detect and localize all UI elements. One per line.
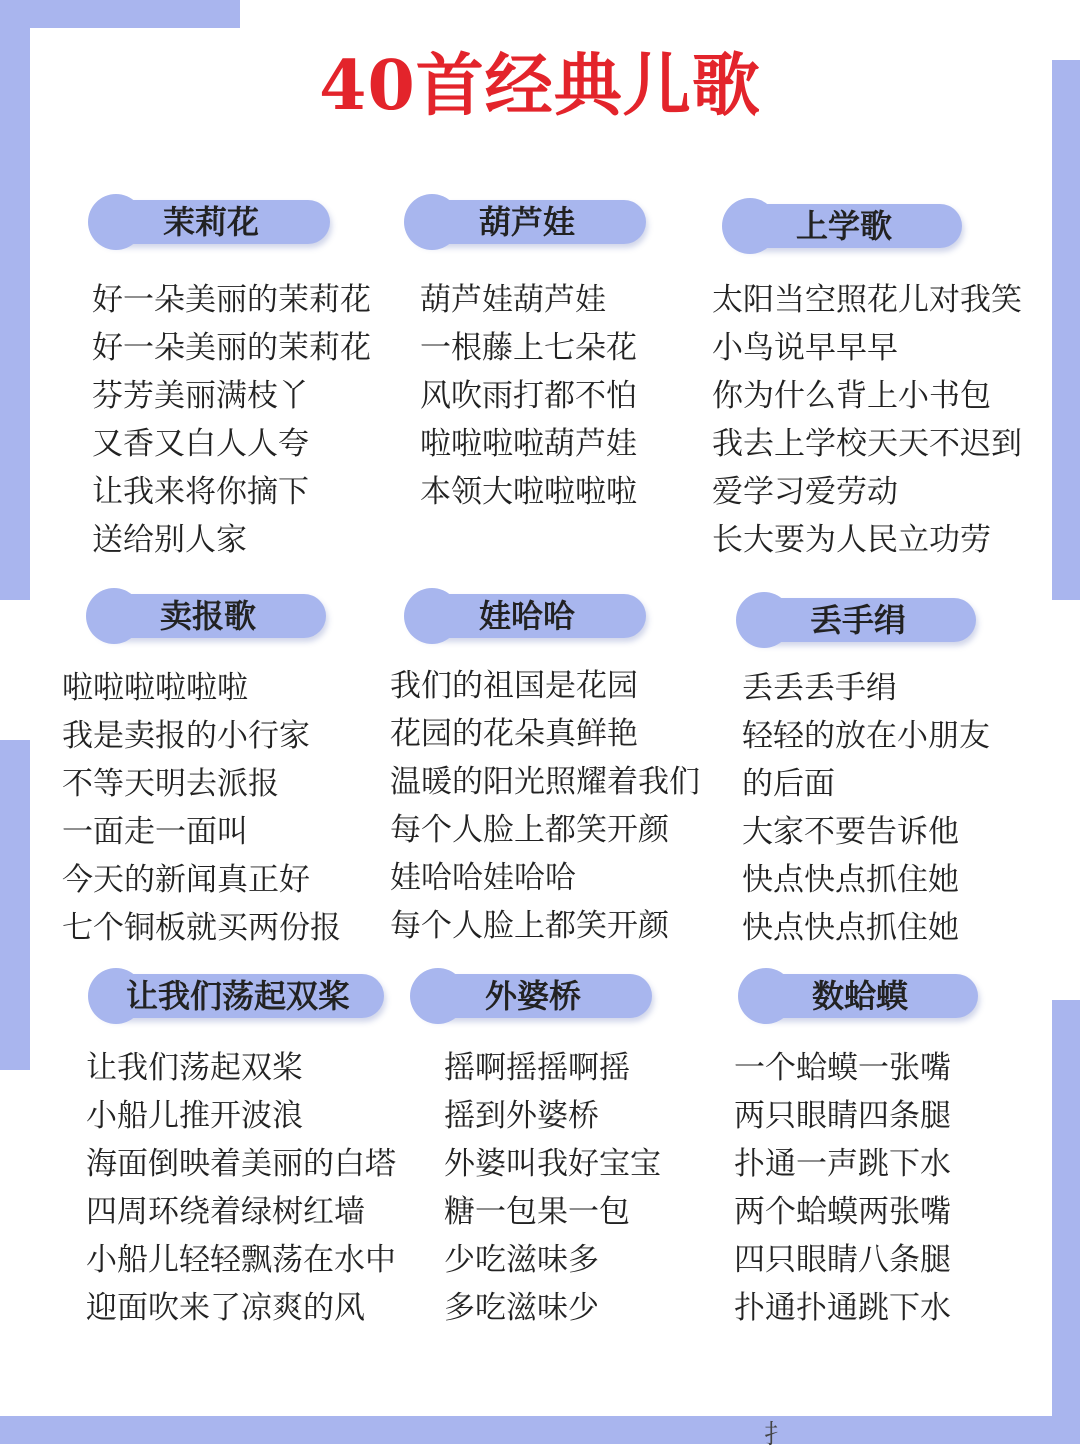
lyric-line: 风吹雨打都不怕 — [420, 378, 637, 414]
lyric-line: 两只眼睛四条腿 — [734, 1098, 951, 1134]
lyric-line: 每个人脸上都笑开颜 — [390, 812, 669, 848]
lyric-line: 糖一包果一包 — [444, 1194, 630, 1230]
lyric-line: 你为什么背上小书包 — [712, 378, 991, 414]
lyric-line: 四只眼睛八条腿 — [734, 1242, 951, 1278]
lyric-line: 花园的花朵真鲜艳 — [390, 716, 638, 752]
song-lyrics — [92, 276, 371, 564]
song-title: 葫芦娃 — [478, 203, 575, 241]
lyric-line: 不等天明去派报 — [62, 766, 279, 802]
lyric-line: 啦啦啦啦葫芦娃 — [420, 426, 637, 462]
song-title: 娃哈哈 — [478, 597, 575, 635]
lyric-line: 扑通一声跳下水 — [734, 1146, 951, 1182]
lyric-line: 我去上学校天天不迟到 — [712, 426, 1022, 462]
song-title: 丢手绢 — [809, 601, 906, 639]
lyric-line: 一根藤上七朵花 — [420, 330, 637, 366]
lyric-line: 丢丢丢手绢 — [742, 670, 897, 706]
lyric-line: 大家不要告诉他 — [742, 814, 959, 850]
lyric-line: 温暖的阳光照耀着我们 — [390, 764, 700, 800]
lyric-line: 七个铜板就买两份报 — [62, 910, 341, 946]
song-lyrics — [734, 1044, 951, 1332]
lyric-line: 两个蛤蟆两张嘴 — [734, 1194, 951, 1230]
lyric-line: 好一朵美丽的茉莉花 — [92, 330, 371, 366]
song-title-pill — [92, 200, 330, 244]
lyric-line: 迎面吹来了凉爽的风 — [86, 1290, 365, 1326]
lyric-line: 啦啦啦啦啦啦 — [62, 670, 248, 706]
song-lyrics — [62, 664, 341, 952]
lyric-line: 小船儿轻轻飘荡在水中 — [86, 1242, 396, 1278]
song-lyrics — [420, 276, 637, 516]
song-title-pill — [414, 974, 652, 1018]
lyric-line: 小船儿推开波浪 — [86, 1098, 303, 1134]
lyric-line: 让我来将你摘下 — [92, 474, 309, 510]
lyric-line: 扑通扑通跳下水 — [734, 1290, 951, 1326]
song-title: 数蛤蟆 — [811, 977, 908, 1015]
song-title-pill — [740, 598, 976, 642]
lyric-line: 让我们荡起双桨 — [86, 1050, 303, 1086]
frame-top-left — [0, 0, 240, 28]
song-lyrics — [742, 664, 990, 952]
lyric-line: 快点快点抓住她 — [742, 910, 959, 946]
song-lyrics — [444, 1044, 661, 1332]
lyric-line: 海面倒映着美丽的白塔 — [86, 1146, 396, 1182]
lyric-line: 四周环绕着绿树红墙 — [86, 1194, 365, 1230]
song-title-pill — [726, 204, 962, 248]
lyric-line: 每个人脸上都笑开颜 — [390, 908, 669, 944]
song-title: 卖报歌 — [159, 597, 256, 635]
song-lyrics — [390, 662, 700, 950]
lyric-line: 本领大啦啦啦啦 — [420, 474, 637, 510]
lyric-line: 今天的新闻真正好 — [62, 862, 310, 898]
song-title: 外婆桥 — [484, 977, 581, 1015]
lyric-line: 芬芳美丽满枝丫 — [92, 378, 309, 414]
lyric-line: 爱学习爱劳动 — [712, 474, 898, 510]
lyric-line: 摇到外婆桥 — [444, 1098, 599, 1134]
lyric-line: 一面走一面叫 — [62, 814, 248, 850]
lyric-line: 的后面 — [742, 766, 835, 802]
song-title-pill — [408, 594, 646, 638]
lyric-line: 少吃滋味多 — [444, 1242, 599, 1278]
page-title: 40首经典儿歌 — [319, 46, 761, 126]
lyric-line: 又香又白人人夸 — [92, 426, 309, 462]
lyric-line: 太阳当空照花儿对我笑 — [712, 282, 1022, 318]
lyric-line: 一个蛤蟆一张嘴 — [734, 1050, 951, 1086]
frame-bottom — [0, 1416, 1080, 1444]
lyric-line: 快点快点抓住她 — [742, 862, 959, 898]
song-title: 茉莉花 — [162, 203, 259, 241]
lyric-line: 娃哈哈娃哈哈 — [390, 860, 576, 896]
frame-right-strip — [1052, 60, 1080, 600]
lyric-line: 我是卖报的小行家 — [62, 718, 310, 754]
song-lyrics — [712, 276, 1022, 564]
lyric-line: 送给别人家 — [92, 522, 247, 558]
lyric-line: 葫芦娃葫芦娃 — [420, 282, 606, 318]
song-title-pill — [92, 974, 384, 1018]
lyric-line: 多吃滋味少 — [444, 1290, 599, 1326]
frame-left-bottom — [0, 740, 30, 1070]
song-title: 让我们荡起双桨 — [125, 977, 350, 1015]
lyric-line: 好一朵美丽的茉莉花 — [92, 282, 371, 318]
frame-right-lower — [1052, 1000, 1080, 1444]
lyric-line: 摇啊摇摇啊摇 — [444, 1050, 630, 1086]
lyric-line: 轻轻的放在小朋友 — [742, 718, 990, 754]
lyric-line: 外婆叫我好宝宝 — [444, 1146, 661, 1182]
lyric-line: 长大要为人民立功劳 — [712, 522, 991, 558]
lyric-line: 我们的祖国是花园 — [390, 668, 638, 704]
song-title-pill — [90, 594, 326, 638]
song-title-pill — [742, 974, 978, 1018]
song-lyrics — [86, 1044, 396, 1332]
song-title-pill — [408, 200, 646, 244]
song-title: 上学歌 — [795, 207, 892, 245]
footer-fragment: 扌 — [764, 1420, 791, 1450]
lyric-line: 小鸟说早早早 — [712, 330, 898, 366]
